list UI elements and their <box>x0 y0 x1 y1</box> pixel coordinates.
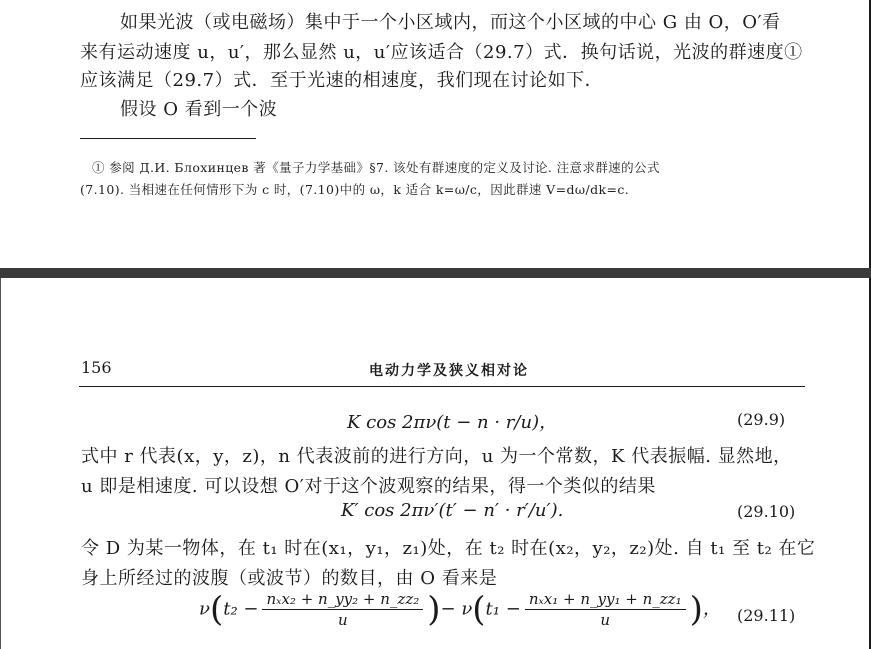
footnote-line-2: (7.10). 当相速在任何情形下为 c 时，(7.10)中的 ω，k 适合 k=ω/c，因此群速 V=dω/dk=c. <box>80 182 630 197</box>
fraction-right-denominator: u <box>600 611 611 629</box>
equation-29-10: K′ cos 2πν′(t′ − n′ · r′/u′). <box>341 500 564 521</box>
fraction-right-numerator: nₓx₁ + n_yy₁ + n_zz₁ <box>525 590 686 610</box>
left-paren-close: ) <box>427 589 441 630</box>
body-line-2: u 即是相速度. 可以设想 O′对于这个波观察的结果，得一个类似的结果 <box>81 476 656 497</box>
eq-t2: t₂ − <box>223 598 259 620</box>
left-paren-open: ( <box>209 589 224 630</box>
right-paren-open: ( <box>472 589 486 630</box>
fraction-left-denominator: u <box>338 611 348 629</box>
equation-number-29-10: (29.10) <box>737 502 796 521</box>
fraction-left <box>262 590 423 629</box>
footnote-line-1: ① 参阅 Д.И. Блохинцев 著《量子力学基础》§7. 该处有群速度的定义及讨论. 注意求群速的公式 <box>92 160 660 175</box>
equation-number-29-11: (29.11) <box>737 606 796 625</box>
paragraph-line-3: 应该满足（29.7）式．至于光速的相速度，我们现在讨论如下． <box>80 70 604 91</box>
top-page <box>0 0 871 268</box>
equation-29-11 <box>199 590 721 629</box>
paragraph-line-4: 假设 O 看到一个波 <box>120 99 278 120</box>
footnote-rule <box>80 138 256 139</box>
eq-nu-left: ν <box>199 598 210 620</box>
running-title: 电动力学及狭义相对论 <box>369 363 529 379</box>
header-rule <box>79 386 805 387</box>
paragraph-line-1: 如果光波（或电磁场）集中于一个小区域内，而这个小区域的中心 G 由 O，O′看 <box>120 12 781 33</box>
equation-29-9: K cos 2πν(t − n · r/u)， <box>347 412 558 433</box>
page-separator <box>0 268 871 278</box>
body-line-4: 身上所经过的波腹（或波节）的数目，由 O 看来是 <box>81 568 498 589</box>
body-line-1: 式中 r 代表(x，y，z)，n 代表波前的进行方向，u 为一个常数，K 代表振幅. 显然地， <box>81 446 792 467</box>
page-number: 156 <box>81 358 112 377</box>
eq-t1: t₁ − <box>485 598 521 620</box>
body-line-3: 令 D 为某一物体，在 t₁ 时在(x₁，y₁，z₁)处，在 t₂ 时在(x₂，y₂，z₂)处. 自 t₁ 至 t₂ 在它 <box>81 538 816 559</box>
bottom-page <box>0 278 871 649</box>
right-paren-close: ) <box>689 589 703 630</box>
fraction-right <box>525 590 686 629</box>
eq-minus-nu: − ν <box>440 598 473 620</box>
paragraph-line-2: 来有运动速度 u，u′，那么显然 u，u′应该适合（29.7）式．换句话说，光波的群速度① <box>80 42 803 63</box>
eq-trail: ， <box>702 598 721 620</box>
equation-number-29-9: (29.9) <box>737 410 786 429</box>
fraction-left-numerator: nₓx₂ + n_yy₂ + n_zz₂ <box>262 590 423 610</box>
